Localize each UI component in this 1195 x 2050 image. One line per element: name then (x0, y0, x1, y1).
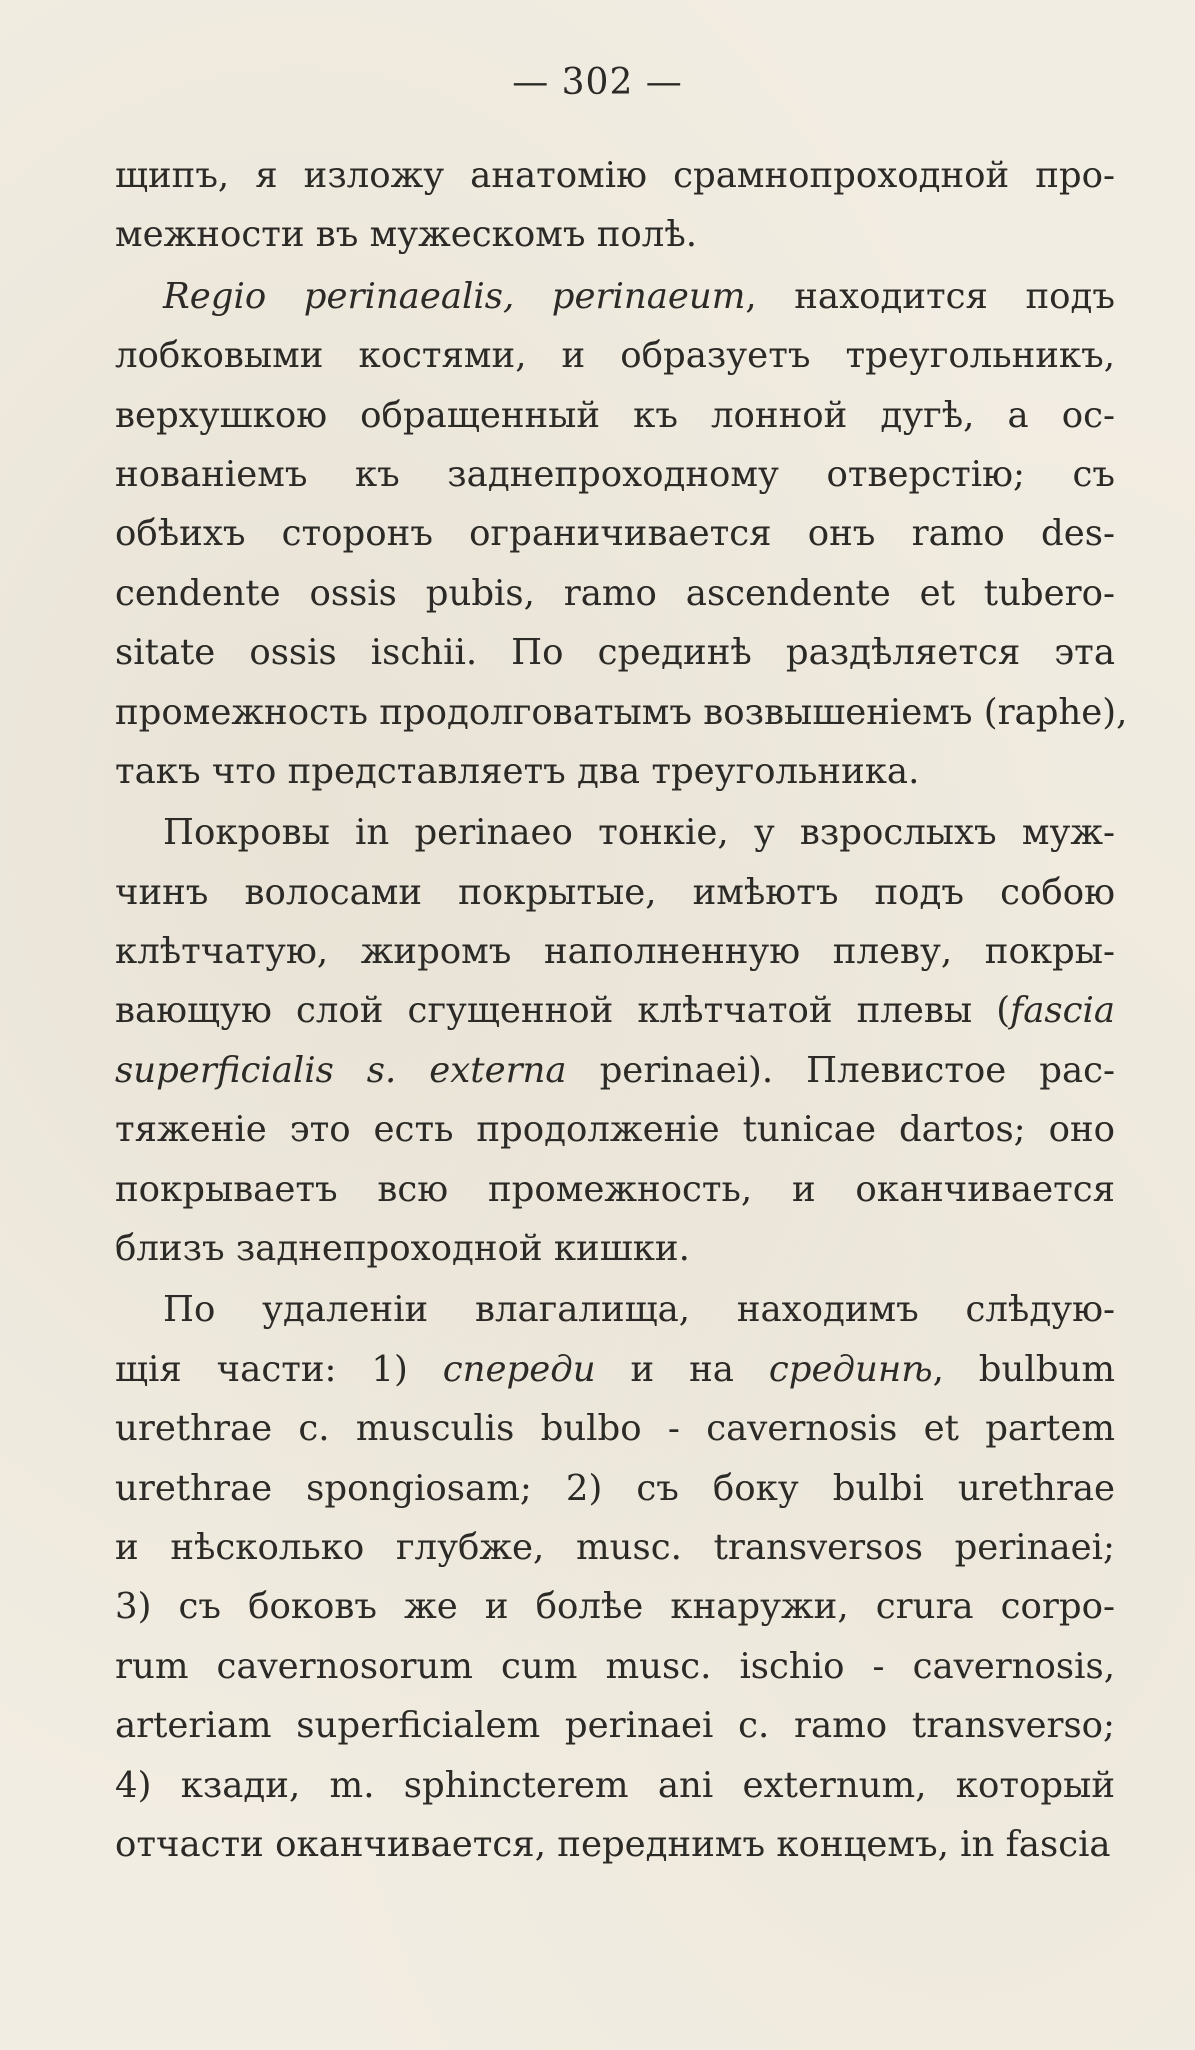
text-line (115, 267, 1115, 326)
text-segment: urethrae spongiosam; 2) съ боку bulbi urethrae (115, 1467, 1115, 1509)
text-line (115, 386, 1115, 445)
italic-term: superficialis s. externa (115, 1049, 567, 1091)
text-segment: sitate ossis ischii. По срединѣ раздѣляется эта (115, 632, 1115, 674)
text-line (115, 504, 1115, 563)
text-line (115, 205, 1115, 264)
text-line (115, 1219, 1115, 1278)
text-line (115, 1340, 1115, 1399)
text-segment: urethrae c. musculis bulbo - cavernosis et partem (115, 1408, 1115, 1450)
italic-term: срединѣ (768, 1348, 933, 1390)
text-segment: верхушкою обращенный къ лонной дугѣ, а ос- (115, 394, 1115, 436)
text-line (115, 1756, 1115, 1815)
italic-term: fascia (1010, 990, 1115, 1032)
text-segment: тяженіе это есть продолженіе tunicae dartos; оно (115, 1109, 1115, 1151)
text-segment: лобковыми костями, и образуетъ треугольникъ, (115, 335, 1115, 377)
text-segment: промежность продолговатымъ возвышеніемъ (raphe), (115, 691, 1128, 733)
text-segment: такъ что представляетъ два треугольника. (115, 750, 920, 792)
text-line (115, 1041, 1115, 1100)
text-segment: cendente ossis pubis, ramo ascendente et tubero- (115, 572, 1115, 614)
text-line (115, 981, 1115, 1040)
text-segment: , находится подъ (745, 275, 1115, 317)
text-segment: 3) съ боковъ же и болѣе кнаружи, crura corpo- (115, 1586, 1115, 1628)
text-segment: чинъ волосами покрытые, имѣютъ подъ собою (115, 871, 1115, 913)
text-line (115, 1637, 1115, 1696)
italic-term: спереди (442, 1348, 596, 1390)
text-segment: Покровы in perinaeo тонкіе, у взрослыхъ муж- (163, 812, 1115, 854)
text-segment: близъ заднепроходной кишки. (115, 1228, 690, 1270)
text-segment: perinaei). Плевистое рас- (566, 1049, 1115, 1091)
page-number: — 302 — (512, 62, 683, 103)
text-line (115, 863, 1115, 922)
text-line (115, 146, 1115, 205)
text-line (115, 922, 1115, 981)
text-line (115, 1459, 1115, 1518)
text-line (115, 683, 1128, 742)
text-segment: , bulbum (932, 1348, 1116, 1390)
text-segment: отчасти оканчивается, переднимъ концемъ, in fascia (115, 1823, 1111, 1865)
italic-term: Regio perinaealis, perinaeum (163, 275, 746, 317)
text-segment: arteriam superficialem perinaei c. ramo transverso; (115, 1705, 1115, 1747)
text-line (115, 445, 1115, 504)
text-line (115, 803, 1115, 862)
text-segment: rum cavernosorum cum musc. ischio - cavernosis, (115, 1645, 1115, 1687)
text-segment: 4) кзади, m. sphincterem ani externum, который (115, 1764, 1115, 1806)
text-line (115, 1100, 1115, 1159)
text-line (115, 1696, 1115, 1755)
text-segment: нованіемъ къ заднепроходному отверстію; съ (115, 453, 1115, 495)
text-segment: щія части: 1) (115, 1348, 443, 1390)
text-segment: По удаленіи влагалища, находимъ слѣдую- (163, 1289, 1115, 1331)
text-segment: покрываетъ всю промежность, и оканчивается (115, 1168, 1115, 1210)
text-line (115, 1518, 1115, 1577)
text-segment: щипъ, я изложу анатомію срамнопроходной про- (115, 155, 1115, 196)
text-segment: вающую слой сгущенной клѣтчатой плевы ( (115, 990, 1011, 1032)
text-line (115, 1399, 1115, 1458)
text-segment: межности въ мужескомъ полѣ. (115, 214, 698, 256)
text-line (115, 742, 1115, 801)
text-segment: и на (595, 1348, 769, 1390)
text-line (115, 1815, 1115, 1874)
text-segment: обѣихъ сторонъ ограничивается онъ ramo des- (115, 513, 1115, 555)
text-line (115, 623, 1115, 682)
body-text (115, 146, 1128, 1874)
text-line (115, 564, 1115, 623)
text-line (115, 1280, 1115, 1339)
text-line (115, 326, 1115, 385)
text-segment: и нѣсколько глубже, musc. transversos perinaei; (115, 1526, 1115, 1568)
text-segment: клѣтчатую, жиромъ наполненную плеву, покры- (115, 931, 1115, 973)
text-line (115, 1577, 1115, 1636)
text-line (115, 1160, 1115, 1219)
